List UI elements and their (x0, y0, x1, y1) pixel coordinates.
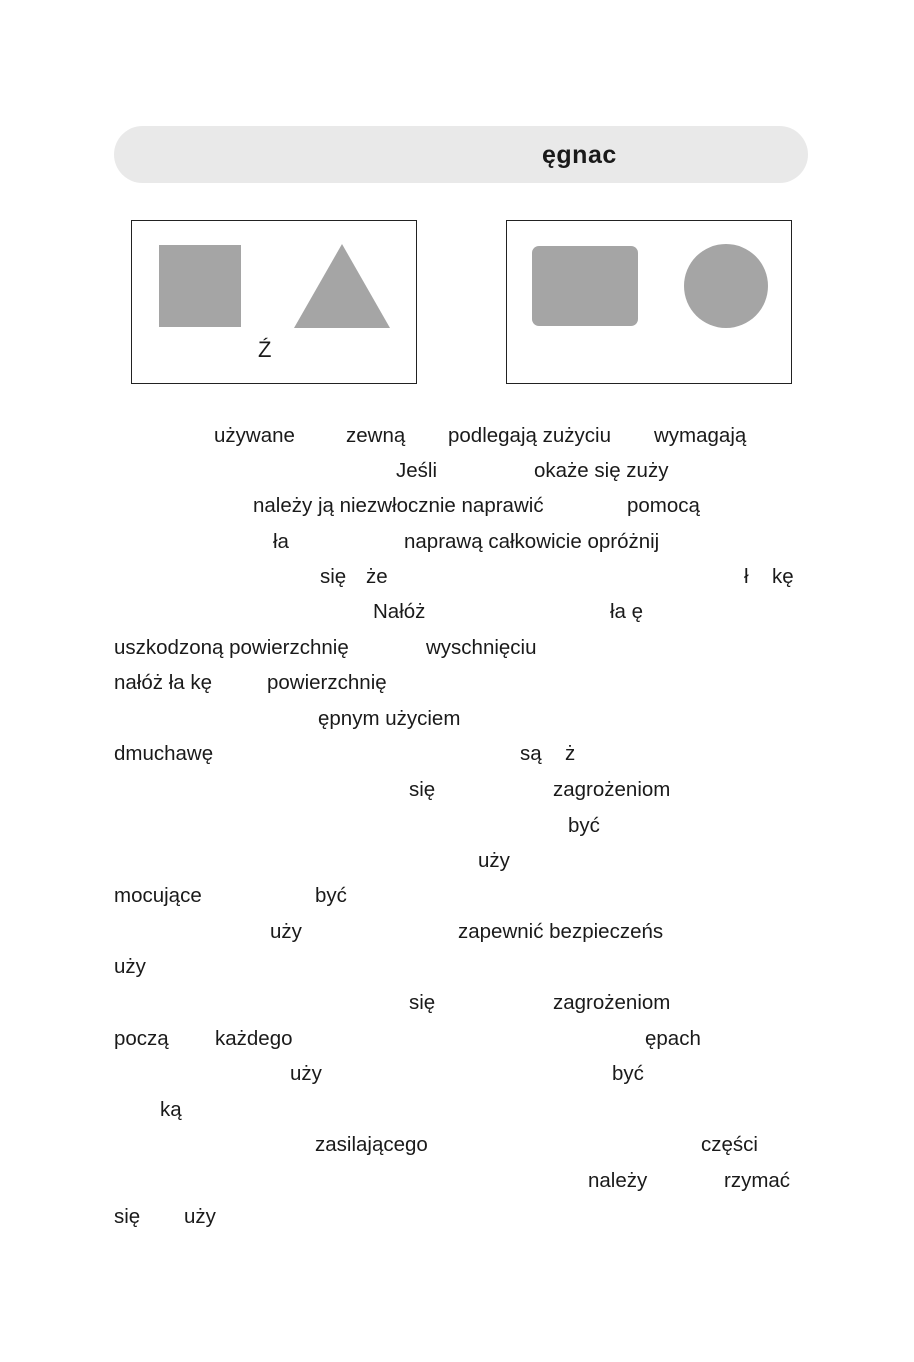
text-fragment: ępach (645, 1027, 701, 1050)
section-header-bar (114, 126, 808, 183)
figure-panel-right (506, 220, 792, 384)
text-fragment: uży (114, 955, 146, 978)
text-fragment: naprawą całkowicie opróżnij (404, 530, 660, 553)
text-fragment: zewną (346, 424, 406, 447)
text-fragment: okaże się zuży (534, 459, 669, 482)
text-fragment: ępnym użyciem (318, 707, 461, 730)
text-fragment: ż (565, 742, 576, 765)
text-fragment: należy ją niezwłocznie naprawić (253, 494, 544, 517)
rounded-rectangle-shape (532, 246, 638, 326)
text-fragment: być (315, 884, 347, 907)
text-fragment: zasilającego (315, 1133, 428, 1156)
text-fragment: zagrożeniom (553, 991, 671, 1014)
text-fragment: zapewnić bezpieczeńs (458, 920, 664, 943)
figure-caption: Ź (258, 337, 272, 362)
text-fragment: uży (184, 1205, 216, 1228)
text-fragment: wymagają (654, 424, 747, 447)
text-fragment: każdego (215, 1027, 293, 1050)
square-shape (159, 245, 241, 327)
text-fragment: dmuchawę (114, 742, 214, 765)
text-fragment: się (409, 778, 436, 801)
text-fragment: powierzchnię (267, 671, 387, 694)
text-fragment: że (366, 565, 388, 588)
text-fragment: mocujące (114, 884, 202, 907)
text-fragment: uży (478, 849, 510, 872)
text-fragment: kę (772, 565, 794, 588)
text-fragment: są (520, 742, 542, 765)
triangle-shape (293, 243, 391, 329)
text-fragment: ł (744, 565, 749, 588)
text-fragment: zagrożeniom (553, 778, 671, 801)
text-fragment: używane (214, 424, 295, 447)
text-fragment: Nałóż (373, 600, 426, 623)
text-fragment: ła ę (610, 600, 644, 623)
figure-panel-left (131, 220, 417, 384)
text-fragment: być (612, 1062, 644, 1085)
text-fragment: uży (270, 920, 302, 943)
text-fragment: należy (588, 1169, 648, 1192)
text-fragment: uszkodzoną powierzchnię (114, 636, 349, 659)
text-fragment: uży (290, 1062, 322, 1085)
text-fragment: ką (160, 1098, 182, 1121)
text-fragment: począ (114, 1027, 169, 1050)
text-fragment: się (409, 991, 436, 1014)
text-fragment: nałóż ła kę (114, 671, 213, 694)
text-fragment: części (701, 1133, 758, 1156)
text-fragment: wyschnięciu (426, 636, 537, 659)
text-fragment: ła (273, 530, 289, 553)
text-fragment: rzymać (724, 1169, 791, 1192)
text-fragment: się (114, 1205, 141, 1228)
text-fragment: się (320, 565, 347, 588)
text-fragment: pomocą (627, 494, 700, 517)
section-title: ęgnac (542, 141, 617, 169)
circle-shape (684, 244, 768, 328)
text-fragment: Jeśli (396, 459, 438, 482)
text-fragment: podlegają zużyciu (448, 424, 611, 447)
text-fragment: być (568, 814, 600, 837)
